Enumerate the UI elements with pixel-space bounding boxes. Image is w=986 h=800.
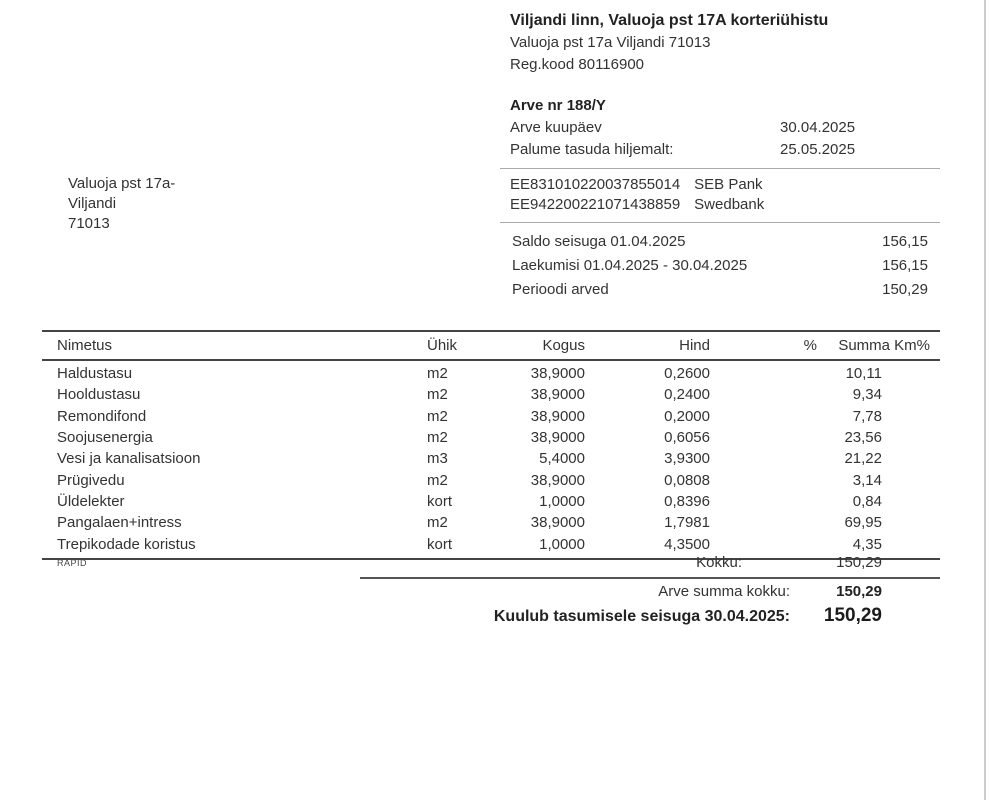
table-cell: kort	[427, 535, 453, 553]
table-cell: Hooldustasu	[57, 386, 141, 404]
balance-label: Saldo seisuga 01.04.2025	[512, 233, 686, 250]
table-cell: m2	[427, 514, 448, 532]
table-cell: 10,11	[845, 365, 882, 383]
invoice-sum-label: Arve summa kokku:	[658, 583, 790, 600]
recipient-zip: 71013	[68, 215, 110, 232]
invoice-number: Arve nr 188/Y	[510, 97, 606, 114]
recipient-city: Viljandi	[68, 195, 117, 212]
balance-label: Perioodi arved	[512, 281, 609, 298]
col-header-hind: Hind	[679, 337, 710, 354]
table-cell: 38,9000	[530, 407, 585, 425]
table-cell: 0,2600	[664, 365, 710, 383]
rapid-watermark: RAPID	[57, 558, 88, 568]
balance-row	[512, 230, 928, 254]
table-cell: 0,84	[852, 492, 882, 510]
bank-list	[500, 168, 940, 223]
table-row	[42, 406, 940, 427]
table-cell: 5,4000	[539, 450, 585, 468]
table-cell: 0,2000	[664, 407, 710, 425]
bank-iban: EE942200221071438859	[510, 196, 681, 213]
bank-account-row	[510, 175, 940, 195]
table-cell: Trepikodade koristus	[57, 535, 196, 553]
items-table	[42, 330, 940, 560]
table-row	[42, 384, 940, 405]
table-cell: 38,9000	[530, 365, 585, 383]
recipient-street: Valuoja pst 17a-	[68, 175, 176, 192]
table-cell: Pangalaen+intress	[57, 514, 182, 532]
balance-label: Laekumisi 01.04.2025 - 30.04.2025	[512, 257, 748, 274]
balance-summary	[512, 230, 928, 302]
table-cell: Üldelekter	[57, 492, 125, 510]
table-cell: 38,9000	[530, 429, 585, 447]
table-cell: 1,7981	[664, 514, 710, 532]
kokku-label: Kokku:	[696, 554, 742, 571]
balance-row	[512, 278, 928, 302]
bank-iban: EE831010220037855014	[510, 176, 681, 193]
table-cell: m2	[427, 471, 448, 489]
bank-name: SEB Pank	[694, 176, 763, 193]
table-row	[42, 512, 940, 533]
table-row	[42, 448, 940, 469]
table-cell: 1,0000	[539, 492, 585, 510]
table-cell: 38,9000	[530, 514, 585, 532]
col-header-summa: Summa Km%	[838, 337, 930, 354]
balance-value: 156,15	[882, 233, 928, 250]
org-name: Viljandi linn, Valuoja pst 17A korteriühistu	[510, 12, 829, 29]
table-cell: Prügivedu	[57, 471, 125, 489]
table-row	[42, 469, 940, 490]
col-header-nimetus: Nimetus	[57, 337, 113, 354]
table-body	[42, 361, 940, 560]
table-cell: 1,0000	[539, 535, 585, 553]
bank-account-row	[510, 195, 940, 215]
org-header	[510, 10, 828, 76]
table-cell: 0,0808	[664, 471, 710, 489]
invoice-header	[510, 95, 940, 161]
bank-name: Swedbank	[694, 196, 765, 213]
table-cell: m2	[427, 386, 448, 404]
amount-due-value: 150,29	[823, 605, 882, 626]
invoice-sum-value: 150,29	[836, 583, 882, 600]
table-cell: Soojusenergia	[57, 429, 153, 447]
col-header-uhik: Ühik	[427, 337, 458, 354]
org-regcode: Reg.kood 80116900	[510, 56, 645, 73]
table-cell: 4,3500	[664, 535, 710, 553]
recipient-address	[68, 174, 175, 234]
invoice-date-row	[510, 117, 940, 139]
org-address: Valuoja pst 17a Viljandi 71013	[510, 34, 711, 51]
balance-value: 150,29	[882, 281, 928, 298]
table-cell: 7,78	[852, 407, 882, 425]
table-cell: 21,22	[844, 450, 882, 468]
table-cell: 4,35	[852, 535, 882, 553]
table-cell: m2	[427, 365, 448, 383]
col-header-kogus: Kogus	[542, 337, 585, 354]
table-row	[42, 533, 940, 554]
table-row	[42, 427, 940, 448]
table-cell: 69,95	[844, 514, 882, 532]
table-cell: 0,8396	[664, 492, 710, 510]
table-cell: 38,9000	[530, 471, 585, 489]
invoice-date-label: Arve kuupäev	[510, 119, 602, 136]
table-cell: m2	[427, 429, 448, 447]
totals-divider	[360, 577, 940, 579]
table-cell: 3,14	[852, 471, 882, 489]
table-cell: m2	[427, 407, 448, 425]
invoice-due-label: Palume tasuda hiljemalt:	[510, 141, 674, 158]
kokku-value: 150,29	[836, 554, 882, 571]
table-header-row	[42, 330, 940, 361]
invoice-due-row	[510, 139, 940, 161]
col-header-percent: %	[803, 337, 817, 354]
table-cell: 23,56	[844, 429, 882, 447]
table-row	[42, 491, 940, 512]
amount-due-label: Kuulub tasumisele seisuga 30.04.2025:	[493, 608, 790, 625]
table-cell: Haldustasu	[57, 365, 133, 383]
table-cell: 0,2400	[664, 386, 710, 404]
table-cell: 38,9000	[530, 386, 585, 404]
table-cell: 9,34	[852, 386, 882, 404]
table-cell: Remondifond	[57, 407, 147, 425]
invoice-date-value: 30.04.2025	[780, 119, 856, 136]
invoice-due-value: 25.05.2025	[780, 141, 856, 158]
table-row	[42, 363, 940, 384]
table-cell: 3,9300	[664, 450, 710, 468]
table-cell: 0,6056	[664, 429, 710, 447]
table-cell: Vesi ja kanalisatsioon	[57, 450, 201, 468]
table-cell: kort	[427, 492, 453, 510]
balance-row	[512, 254, 928, 278]
balance-value: 156,15	[882, 257, 928, 274]
table-cell: m3	[427, 450, 448, 468]
totals-section	[42, 553, 940, 653]
